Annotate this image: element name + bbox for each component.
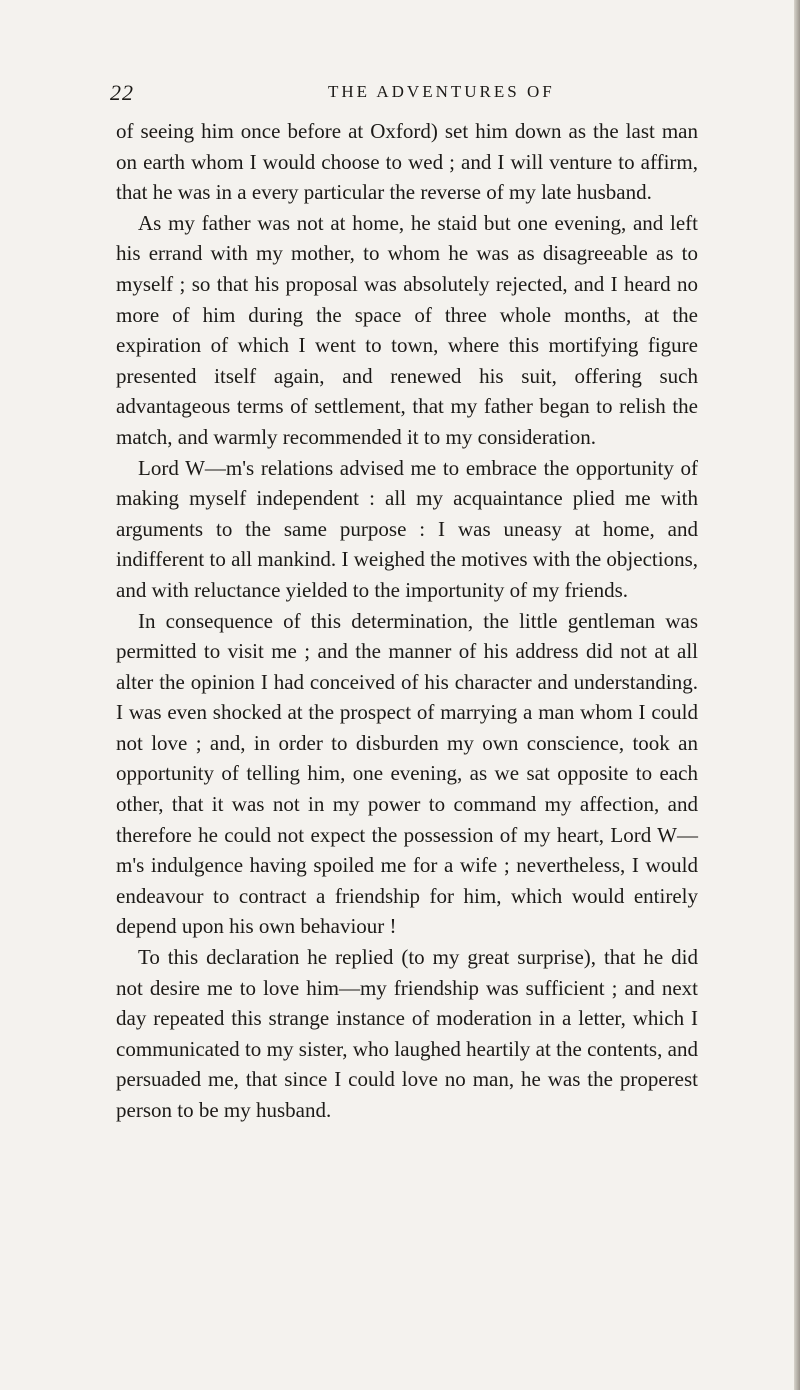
paragraph: As my father was not at home, he staid but one evening, and left his errand with my mother, to whom he was as disagreeable as to myself ; so that his proposal was absolutely rejected, and I heard no more of him during the space of three whole months, at the expiration of which I went to town, where this mortifying figure presented itself again, and renewed his suit, offering such advantageous terms of settlement, that my father began to relish the match, and warmly recommended it to my consideration. — [116, 210, 698, 449]
running-title: THE ADVENTURES OF — [328, 82, 555, 101]
paragraph: In consequence of this determination, the little gentleman was permitted to visit me ; and the manner of his address did not at all alter the opinion I had conceived of his character and understanding. I was even shocked at the prospect of marrying a man whom I could not love ; and, in order to disburden my own conscience, took an opportunity of telling him, one evening, as we sat opposite to each other, that it was not in my power to command my affection, and therefore he could not expect the possession of my heart, Lord W—m's indulgence having spoiled me for a wife ; nevertheless, I would endeavour to contract a friendship for him, which would entirely depend upon his own behaviour ! — [116, 608, 698, 939]
body-text — [116, 116, 698, 1126]
paragraph: To this declaration he replied (to my great surprise), that he did not desire me to love him—my friendship was sufficient ; and next day repeated this strange instance of moderation in a letter, which I communicated to my sister, who laughed heartily at the contents, and persuaded me, that since I could love no man, he was the properest person to be my husband. — [116, 945, 698, 1122]
paragraph: of seeing him once before at Oxford) set him down as the last man on earth whom I would choose to wed ; and I will venture to affirm, that he was in a every particular the reverse of my late husband. — [116, 119, 698, 205]
page-number: 22 — [110, 80, 134, 105]
page-edge-shadow — [794, 0, 800, 1390]
paragraph: Lord W—m's relations advised me to embrace the opportunity of making myself independent : all my acquaintance plied me with arguments to the same purpose : I was uneasy at home, and indifferent to all mankind. I weighed the motives with the objections, and with reluctance yielded to the importunity of my friends. — [116, 455, 698, 602]
page-header — [110, 80, 700, 106]
